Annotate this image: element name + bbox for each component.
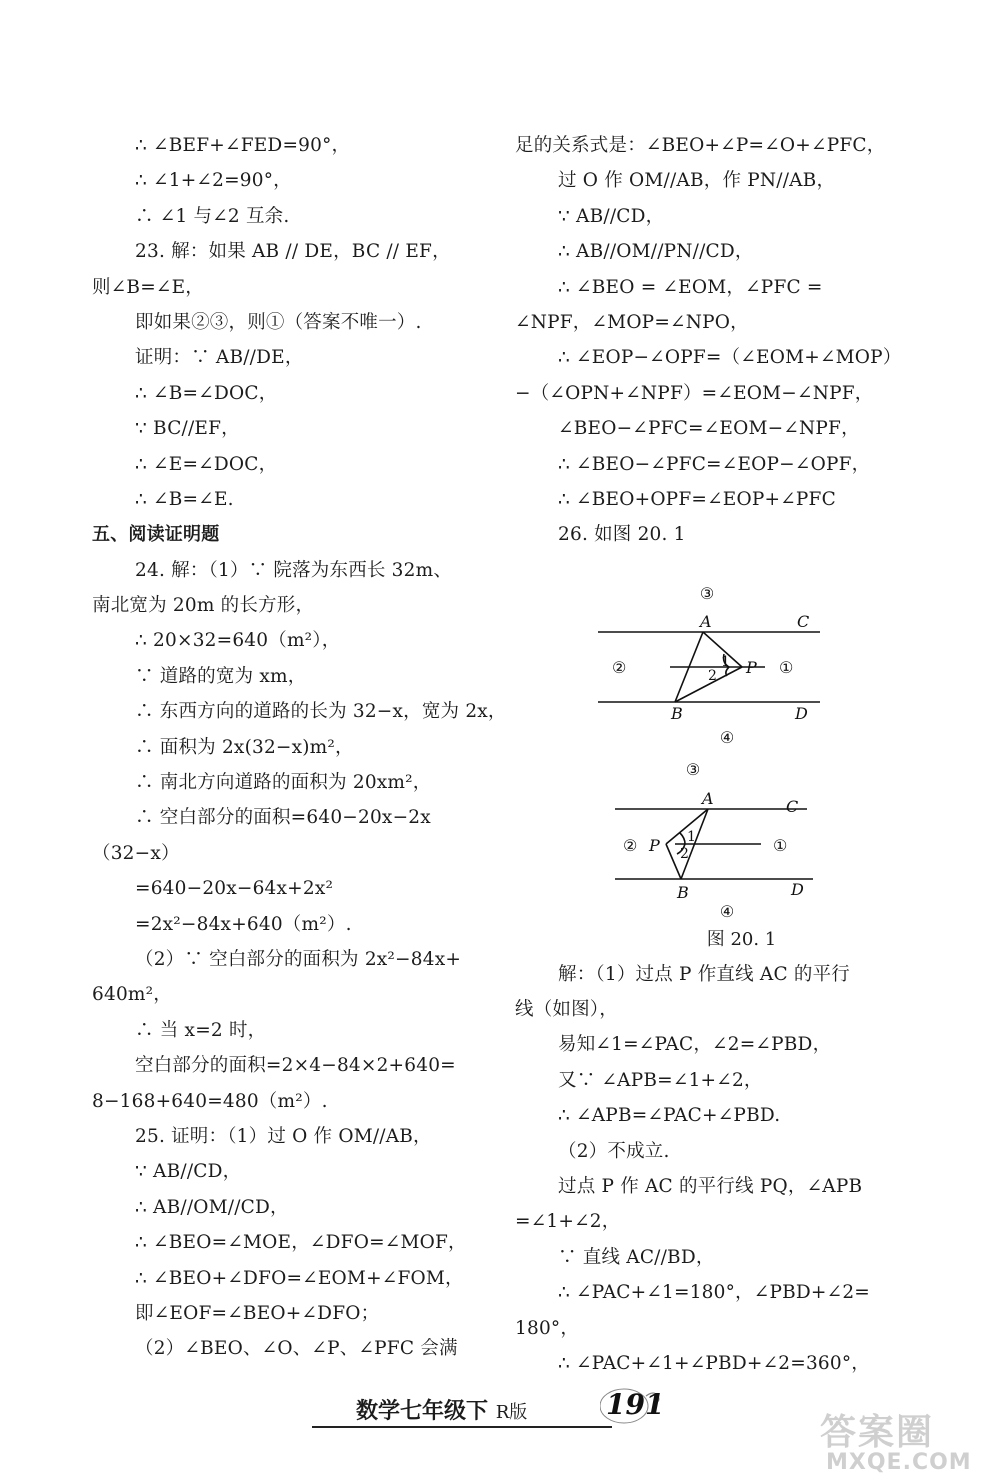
text-line: ∴ ∠BEO=∠MOE，∠DFO=∠MOF，	[135, 1232, 467, 1254]
left-column	[92, 128, 507, 1367]
text-line: ∴ ∠PAC+∠1=180°，∠PBD+∠2=	[558, 1282, 870, 1304]
text-line: 640m²，	[92, 984, 172, 1006]
text-line: ∴ ∠BEF+∠FED=90°，	[135, 135, 351, 156]
fig2-angle-2: 2	[680, 845, 689, 862]
text-line: ∴ 南北方向道路的面积为 20xm²，	[135, 772, 432, 794]
section-heading: 五、阅读证明题	[92, 524, 220, 546]
fig1-region-bottom: ④	[719, 727, 735, 747]
page-number-badge	[600, 1384, 664, 1434]
text-line: 解：（1）过点 P 作直线 AC 的平行	[558, 963, 851, 985]
text-line: 则∠B=∠E，	[92, 276, 205, 298]
segment-bp	[666, 844, 681, 879]
text-line: 过点 P 作 AC 的平行线 PQ，∠APB	[558, 1176, 863, 1198]
fig1-label-b: B	[671, 703, 683, 723]
text-line: ∴ ∠EOP−∠OPF=（∠EOM+∠MOP）	[558, 347, 902, 369]
text-line: =640−20x−64x+2x²	[135, 878, 334, 900]
text-line: ∴ 空白部分的面积=640−20x−2x	[135, 807, 431, 829]
text-line: 即如果②③，则①（答案不唯一）.	[135, 311, 422, 333]
text-line: ∴ ∠1+∠2=90°，	[135, 170, 292, 192]
text-line: 足的关系式是：∠BEO+∠P=∠O+∠PFC，	[515, 135, 886, 156]
text-line: ∴ ∠1 与∠2 互余.	[135, 205, 290, 227]
text-line: ∴ ∠E=∠DOC，	[135, 453, 278, 475]
fig1-label-a: A	[700, 611, 712, 631]
right-column	[515, 128, 908, 1381]
fig2-angle-1: 1	[687, 828, 696, 845]
geometry-figure	[515, 553, 908, 919]
text-line: −（∠OPN+∠NPF）=∠EOM−∠NPF，	[515, 382, 874, 404]
fig2-label-p: P	[649, 835, 660, 855]
text-line: 南北宽为 20m 的长方形，	[92, 595, 315, 617]
text-line: ∵ AB//CD，	[558, 205, 665, 227]
right-column-top	[515, 128, 908, 553]
angle-1-arc	[680, 833, 685, 844]
fig2-label-a: A	[702, 788, 714, 808]
figure-20-1	[515, 553, 908, 957]
text-line: ∠BEO−∠PFC=∠EOM−∠NPF，	[558, 418, 860, 440]
watermark-line-2: MXQE.COM	[826, 1450, 972, 1475]
book-title-text: 数学七年级下	[356, 1399, 489, 1424]
watermark-line-1: 答案圈	[820, 1412, 935, 1453]
fig1-angle-1: 1	[721, 653, 730, 670]
watermark	[812, 1404, 994, 1480]
text-line: ∴ AB//OM//CD，	[135, 1196, 289, 1218]
text-line: ∴ ∠BEO−∠PFC=∠EOP−∠OPF，	[558, 453, 871, 475]
fig1-label-d: D	[795, 703, 808, 723]
fig1-label-c: C	[797, 611, 810, 631]
text-line: （2）不成立.	[558, 1140, 670, 1162]
text-line: ∠NPF，∠MOP=∠NPO，	[515, 311, 749, 333]
text-line: （2）∠BEO、∠O、∠P、∠PFC 会满	[135, 1338, 458, 1360]
text-line: ∴ ∠APB=∠PAC+∠PBD.	[558, 1105, 781, 1127]
text-line: =∠1+∠2，	[515, 1211, 621, 1233]
fig1-angle-2: 2	[708, 667, 717, 684]
text-line: ∴ ∠BEO+OPF=∠EOP+∠PFC	[558, 488, 836, 510]
text-line: ∴ 当 x=2 时，	[135, 1019, 267, 1041]
fig1-region-right: ①	[779, 657, 794, 677]
text-line: ∴ AB//OM//PN//CD，	[558, 241, 754, 263]
text-line: ∵ BC//EF，	[135, 418, 240, 440]
text-line: ∴ ∠B=∠E.	[135, 488, 234, 510]
text-line: 180°，	[515, 1317, 580, 1339]
page-number: 191	[606, 1388, 665, 1421]
text-line: ∴ ∠BEO = ∠EOM，∠PFC =	[558, 276, 823, 298]
text-line: 又∵ ∠APB=∠1+∠2，	[558, 1069, 763, 1091]
text-line: ∴ 东西方向的道路的长为 32−x，宽为 2x，	[135, 701, 507, 723]
fig2-region-top: ③	[685, 759, 701, 779]
text-line: ∵ 直线 AC//BD，	[558, 1246, 715, 1268]
figure-caption: 图 20. 1	[706, 928, 777, 950]
text-line: 25. 证明：（1）过 O 作 OM//AB，	[135, 1125, 432, 1147]
text-line: 23. 解：如果 AB // DE，BC // EF，	[135, 241, 451, 263]
fig2-label-d: D	[791, 879, 804, 899]
book-edition: R版	[495, 1402, 528, 1423]
footer-rule	[312, 1426, 612, 1428]
text-line: 8−168+640=480（m²）.	[92, 1090, 328, 1112]
text-line: ∴ ∠BEO+∠DFO=∠EOM+∠FOM，	[135, 1267, 464, 1289]
text-line: ∴ ∠B=∠DOC，	[135, 382, 278, 404]
right-column-bottom	[515, 957, 908, 1382]
text-line: 空白部分的面积=2×4−84×2+640=	[135, 1055, 456, 1077]
text-line: 即∠EOF=∠BEO+∠DFO；	[135, 1302, 380, 1324]
fig2-label-b: B	[677, 882, 689, 902]
fig2-region-bottom: ④	[719, 901, 735, 919]
fig1-label-p: P	[746, 657, 757, 677]
text-line: ∴ ∠PAC+∠1+∠PBD+∠2=360°，	[558, 1352, 870, 1374]
text-line: 易知∠1=∠PAC，∠2=∠PBD，	[558, 1034, 832, 1056]
fig1-region-top: ③	[699, 583, 715, 603]
text-line: （2）∵ 空白部分的面积为 2x²−84x+	[135, 948, 462, 970]
text-line: 24. 解：（1）∵ 院落为东西长 32m、	[135, 559, 453, 581]
text-line: ∵ AB//CD，	[135, 1161, 242, 1183]
fig2-region-right: ①	[773, 835, 788, 855]
text-line: （32−x）	[92, 842, 180, 864]
text-line: 证明：∵ AB//DE，	[135, 347, 304, 369]
text-line: 26. 如图 20. 1	[558, 524, 686, 546]
text-line: =2x²−84x+640（m²）.	[135, 913, 352, 935]
text-line: 过 O 作 OM//AB，作 PN//AB，	[558, 170, 836, 192]
fig2-label-c: C	[786, 796, 799, 816]
fig1-region-left: ②	[612, 657, 627, 677]
text-line: ∴ 20×32=640（m²），	[135, 630, 341, 652]
text-line: 线（如图），	[515, 999, 618, 1021]
fig2-region-left: ②	[623, 835, 638, 855]
book-title	[356, 1394, 527, 1425]
text-line: ∵ 道路的宽为 xm，	[135, 665, 307, 687]
text-line: ∴ 面积为 2x(32−x)m²，	[135, 736, 354, 758]
